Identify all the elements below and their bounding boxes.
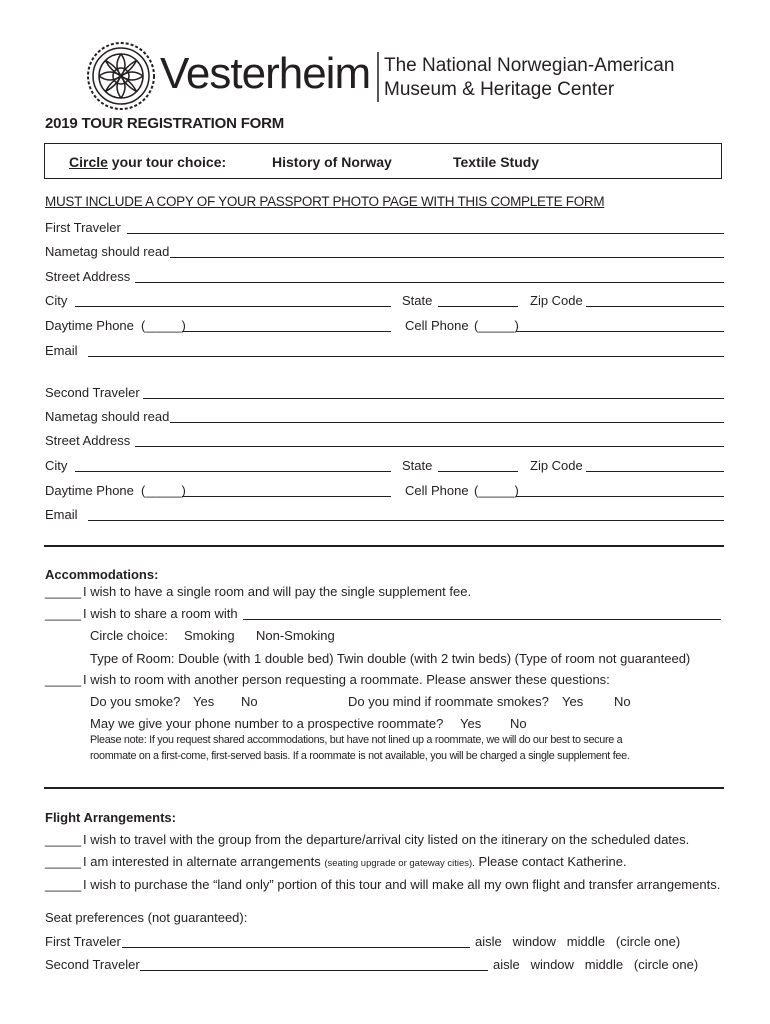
nametag-field[interactable] xyxy=(170,257,724,258)
seat-first-traveler-field[interactable] xyxy=(122,947,470,948)
roommate-name-field[interactable] xyxy=(243,619,721,620)
nametag-field-2[interactable] xyxy=(170,422,724,423)
shared-room-note-line2: roommate on a first-come, first-served basis. If a roommate is not available, you will be charged a single supplement fee. xyxy=(90,750,630,762)
state-label-2: State xyxy=(402,458,433,473)
single-room-blank[interactable]: _____ xyxy=(45,584,82,599)
flight-option3-blank[interactable]: _____ xyxy=(45,877,82,892)
logo-wordmark: Vesterheim xyxy=(160,49,371,98)
street-label: Street Address xyxy=(45,269,131,284)
email-field-2[interactable] xyxy=(88,520,724,521)
cell-area-code[interactable]: (_____) xyxy=(474,318,519,333)
seat-first-options[interactable]: aisle window middle (circle one) xyxy=(475,934,681,949)
city-field-2[interactable] xyxy=(75,471,391,472)
state-label: State xyxy=(402,293,433,308)
nametag-label: Nametag should read xyxy=(45,244,170,259)
roommate-request-blank[interactable]: _____ xyxy=(45,672,82,687)
mind-no-option[interactable]: No xyxy=(614,694,631,709)
flight-option2-part-b: Please contact Katherine. xyxy=(474,854,627,869)
daytime-phone-field-2[interactable] xyxy=(182,496,391,497)
first-traveler-field[interactable] xyxy=(127,233,724,234)
cell-phone-label: Cell Phone xyxy=(405,318,469,333)
flight-option2-text xyxy=(83,854,627,869)
cell-area-code-2[interactable]: (_____) xyxy=(474,483,519,498)
section-divider xyxy=(44,545,724,547)
daytime-area-code[interactable]: (_____) xyxy=(141,318,186,333)
vesterheim-logo-graphic xyxy=(86,38,686,114)
accommodations-heading: Accommodations: xyxy=(45,567,159,582)
city-label-2: City xyxy=(45,458,68,473)
room-type-line[interactable]: Type of Room: Double (with 1 double bed) Twin double (with 2 twin beds) (Type of room not guaranteed) xyxy=(90,651,691,666)
street-field[interactable] xyxy=(135,282,724,283)
non-smoking-option[interactable]: Non-Smoking xyxy=(256,628,335,643)
single-room-text: I wish to have a single room and will pay the single supplement fee. xyxy=(83,584,472,599)
street-field-2[interactable] xyxy=(135,446,724,447)
mind-yes-option[interactable]: Yes xyxy=(562,694,584,709)
logo-subtitle-line1: The National Norwegian-American xyxy=(384,55,675,76)
share-room-text: I wish to share a room with xyxy=(83,606,238,621)
smoking-option[interactable]: Smoking xyxy=(184,628,235,643)
roommate-request-text: I wish to room with another person requesting a roommate. Please answer these questions: xyxy=(83,672,610,687)
daytime-area-code-2[interactable]: (_____) xyxy=(141,483,186,498)
circle-word: Circle xyxy=(69,154,108,170)
email-field[interactable] xyxy=(88,356,724,357)
daytime-phone-field[interactable] xyxy=(182,331,391,332)
do-you-smoke-question: Do you smoke? xyxy=(90,694,181,709)
city-label: City xyxy=(45,293,68,308)
phone-share-question: May we give your phone number to a prospective roommate? xyxy=(90,716,444,731)
seat-second-options[interactable]: aisle window middle (circle one) xyxy=(493,957,699,972)
phone-no-option[interactable]: No xyxy=(510,716,527,731)
email-label-2: Email xyxy=(45,507,78,522)
phone-yes-option[interactable]: Yes xyxy=(460,716,482,731)
flight-option3-text: I wish to purchase the “land only” portion of this tour and will make all my own flight and transfer arrangements. xyxy=(83,877,721,892)
form-title: 2019 TOUR REGISTRATION FORM xyxy=(45,115,285,132)
shared-room-note-line1: Please note: If you request shared accommodations, but have not lined up a roommate, we will do our best to secure a xyxy=(90,734,623,746)
flight-option2-small: (seating upgrade or gateway cities). xyxy=(324,858,475,869)
zip-field[interactable] xyxy=(586,306,724,307)
tour-choice-label xyxy=(69,154,226,170)
daytime-phone-label: Daytime Phone xyxy=(45,318,134,333)
zip-label: Zip Code xyxy=(530,293,583,308)
flight-option1-blank[interactable]: _____ xyxy=(45,832,82,847)
section-divider-2 xyxy=(44,787,724,789)
circle-choice-label: Circle choice: xyxy=(90,628,169,643)
state-field-2[interactable] xyxy=(438,471,518,472)
second-traveler-field[interactable] xyxy=(143,398,724,399)
nametag-label-2: Nametag should read xyxy=(45,409,170,424)
cell-phone-field[interactable] xyxy=(516,331,724,332)
street-label-2: Street Address xyxy=(45,433,131,448)
cell-phone-field-2[interactable] xyxy=(516,496,724,497)
cell-phone-label-2: Cell Phone xyxy=(405,483,469,498)
seat-first-traveler-label: First Traveler xyxy=(45,934,121,949)
museum-logo xyxy=(86,38,686,114)
flight-option1-text: I wish to travel with the group from the departure/arrival city listed on the itinerary on the scheduled dates. xyxy=(83,832,690,847)
city-field[interactable] xyxy=(75,306,391,307)
tour-choice-box xyxy=(44,143,722,179)
daytime-phone-label-2: Daytime Phone xyxy=(45,483,134,498)
flight-heading: Flight Arrangements: xyxy=(45,810,176,825)
flight-option2-part-a: I am interested in alternate arrangements xyxy=(83,854,325,869)
state-field[interactable] xyxy=(438,306,518,307)
seat-preferences-heading: Seat preferences (not guaranteed): xyxy=(45,910,248,925)
first-traveler-label: First Traveler xyxy=(45,220,121,235)
smoke-no-option[interactable]: No xyxy=(241,694,258,709)
mind-smokes-question: Do you mind if roommate smokes? xyxy=(348,694,549,709)
logo-subtitle-line2: Museum & Heritage Center xyxy=(384,79,615,100)
seat-second-traveler-label: Second Traveler xyxy=(45,957,140,972)
zip-field-2[interactable] xyxy=(586,471,724,472)
zip-label-2: Zip Code xyxy=(530,458,583,473)
smoke-yes-option[interactable]: Yes xyxy=(193,694,215,709)
passport-notice: MUST INCLUDE A COPY OF YOUR PASSPORT PHOTO PAGE WITH THIS COMPLETE FORM xyxy=(45,194,605,209)
share-room-blank[interactable]: _____ xyxy=(45,606,82,621)
email-label: Email xyxy=(45,343,78,358)
tour-option-history[interactable]: History of Norway xyxy=(272,154,392,170)
second-traveler-label: Second Traveler xyxy=(45,385,140,400)
seat-second-traveler-field[interactable] xyxy=(140,970,488,971)
tour-choice-label-rest: your tour choice: xyxy=(107,154,227,170)
rosette-emblem-icon xyxy=(88,43,154,109)
tour-option-textile[interactable]: Textile Study xyxy=(453,154,540,170)
flight-option2-blank[interactable]: _____ xyxy=(45,854,82,869)
